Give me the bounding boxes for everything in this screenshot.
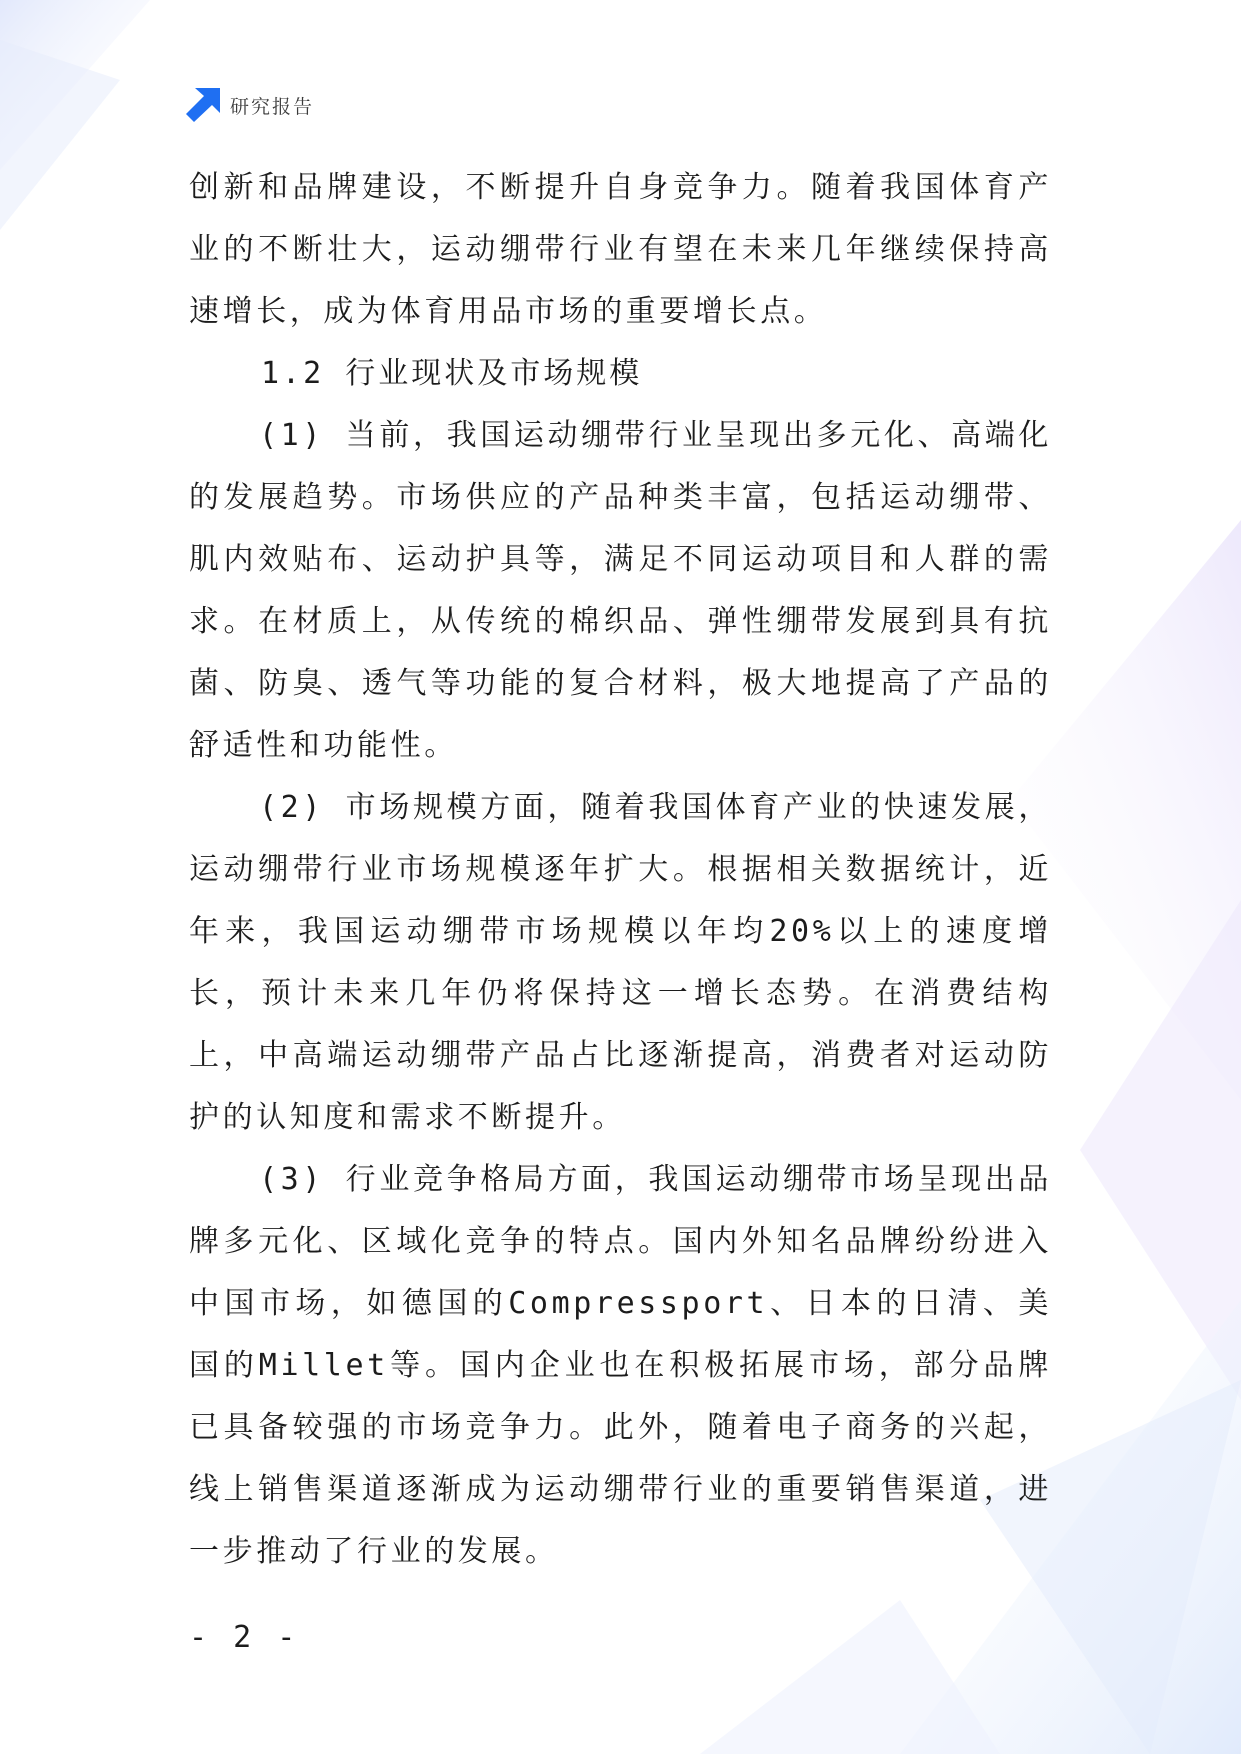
report-header <box>186 88 314 122</box>
header-title: 研究报告 <box>230 95 315 118</box>
intro-paragraph: 创新和品牌建设，不断提升自身竞争力。随着我国体育产业的不断壮大，运动绷带行业有望在未来几年继续保持高速增长，成为体育用品市场的重要增长点。 <box>189 170 1052 329</box>
page-number: - 2 - <box>189 1620 300 1655</box>
paragraph-1: (1) 当前，我国运动绷带行业呈现出多元化、高端化的发展趋势。市场供应的产品种类丰富，包括运动绷带、肌内效贴布、运动护具等，满足不同运动项目和人群的需求。在材质上，从传统的棉织品、弹性绷带发展到具有抗菌、防臭、透气等功能的复合材料，极大地提高了产品的舒适性和功能性。 <box>189 418 1052 763</box>
paragraph-2: (2) 市场规模方面，随着我国体育产业的快速发展，运动绷带行业市场规模逐年扩大。根据相关数据统计，近年来，我国运动绷带市场规模以年均20%以上的速度增长，预计未来几年仍将保持这一增长态势。在消费结构上，中高端运动绷带产品占比逐渐提高，消费者对运动防护的认知度和需求不断提升。 <box>189 790 1052 1135</box>
arrow-up-right-icon <box>186 88 220 122</box>
paragraph-3: (3) 行业竞争格局方面，我国运动绷带市场呈现出品牌多元化、区域化竞争的特点。国内外知名品牌纷纷进入中国市场，如德国的Compressport、日本的日清、美国的Millet等。国内企业也在积极拓展市场，部分品牌已具备较强的市场竞争力。此外，随着电子商务的兴起，线上销售渠道逐渐成为运动绷带行业的重要销售渠道，进一步推动了行业的发展。 <box>189 1162 1052 1569</box>
document-body <box>189 157 1052 1583</box>
section-heading: 1.2 行业现状及市场规模 <box>261 356 643 391</box>
